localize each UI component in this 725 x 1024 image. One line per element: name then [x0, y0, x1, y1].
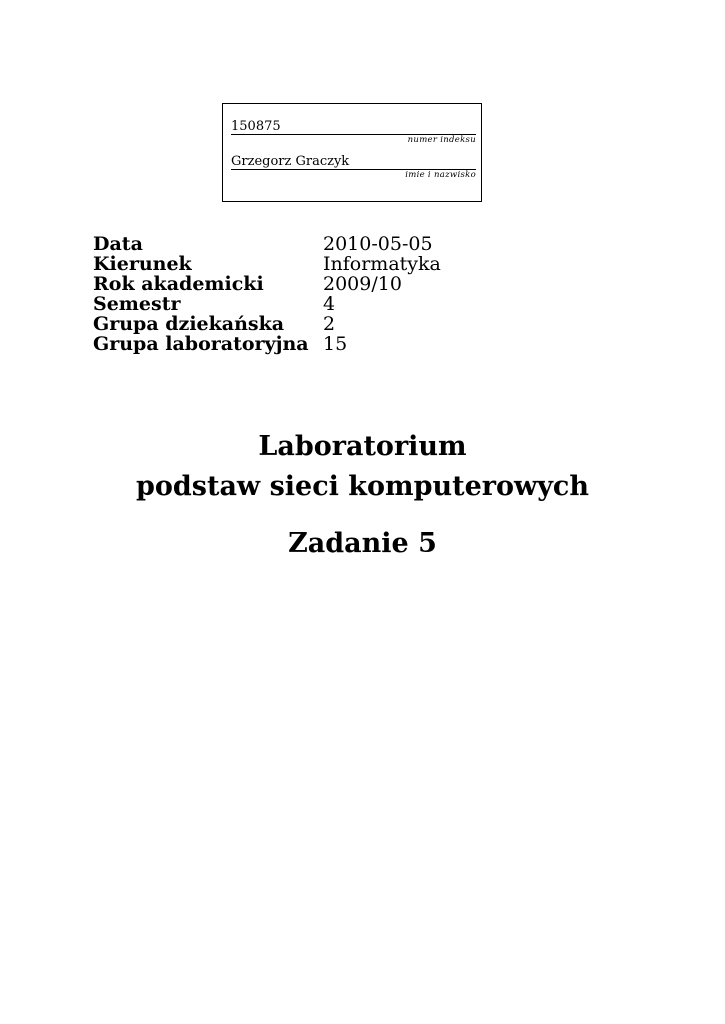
task-title: Zadanie 5	[288, 528, 437, 559]
info-label: Semestr	[93, 293, 181, 315]
info-value: 2010-05-05	[323, 233, 433, 255]
info-value: 2	[323, 313, 336, 335]
full-name-field	[231, 155, 476, 181]
info-value: 4	[323, 293, 336, 315]
info-value: Informatyka	[323, 253, 441, 275]
info-row-date	[93, 234, 441, 254]
info-row-academic-year	[93, 274, 441, 294]
info-value: 2009/10	[323, 273, 402, 295]
info-label: Data	[93, 233, 143, 255]
info-row-field-of-study	[93, 254, 441, 274]
info-row-lab-group	[93, 334, 441, 354]
info-value: 15	[323, 333, 348, 355]
info-label: Grupa laboratoryjna	[93, 333, 309, 355]
info-label: Kierunek	[93, 253, 192, 275]
document-subtitle: podstaw sieci komputerowych	[136, 471, 589, 502]
index-number-value: 150875	[231, 120, 476, 135]
index-number-caption: numer indeksu	[407, 135, 476, 145]
full-name-value: Grzegorz Graczyk	[231, 155, 476, 170]
info-label: Rok akademicki	[93, 273, 264, 295]
student-id-box	[222, 103, 482, 202]
index-number-field	[231, 120, 476, 146]
info-row-dean-group	[93, 314, 441, 334]
full-name-caption: imie i nazwisko	[405, 170, 476, 180]
document-title: Laboratorium	[258, 431, 467, 462]
info-label: Grupa dziekańska	[93, 313, 285, 335]
info-table	[93, 234, 441, 354]
info-row-semester	[93, 294, 441, 314]
